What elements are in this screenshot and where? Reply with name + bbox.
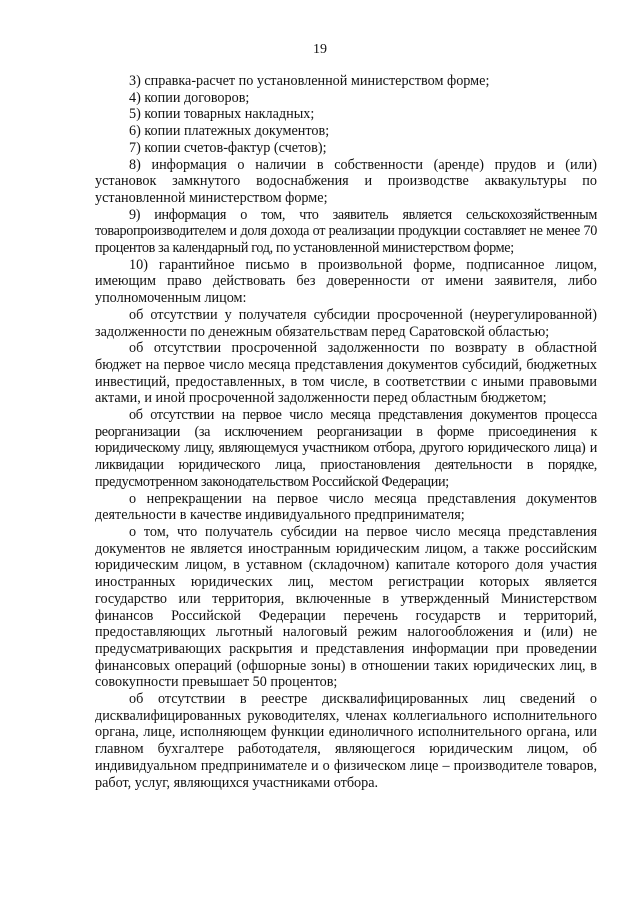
list-item-6: 6) копии платежных документов; [129,123,330,140]
list-item-3: 3) справка-расчет по установленной министерством форме; [129,73,490,89]
guarantee-not-foreign-entity-paragraph: о том, что получатель субсидии на первое число месяца представления документов не является иностранным юридическим лицом, а также российским юридическим лицом, в уставном (складочном) капитале которого доля участия иностранных юридических лиц, местом регистрации которых является государство или территория, включенные в утвержденный Министерством финансов Российской Федерации перечень государств и территорий, предоставляющих льготный налоговый режим налогообложения и (или) не предусматривающих раскрытия и представления информации при проведении финансовых операций (офшорные зоны) в отношении таких юридических лиц, в совокупности превышает 50 процентов; [95,523,597,691]
list-item-5: 5) копии товарных накладных; [129,106,315,123]
list-item-4: 4) копии договоров; [129,89,250,106]
guarantee-no-disqualified-persons-paragraph: об отсутствии в реестре дисквалифицированных лиц сведений о дисквалифицированных руководителях, членах коллегиального исполнительного органа, лице, исполняющем функции единоличного исполнительного органа, или главном бухгалтере работодателя, являющегося юридическим лицом, об индивидуальном предпринимателе и о физическом лице – производителе товаров, работ, услуг, являющихся участниками отбора. [95,691,597,791]
list-item-7: 7) копии счетов-фактур (счетов); [129,139,327,156]
guarantee-no-debt-paragraph: об отсутствии у получателя субсидии просроченной (неурегулированной) задолженности по денежным обязательствам перед Саратовской областью; [95,306,597,340]
guarantee-entrepreneur-activity-paragraph: о непрекращении на первое число месяца представления документов деятельности в качестве индивидуального предпринимателя; [95,490,597,524]
guarantee-no-reorganization-paragraph: об отсутствии на первое число месяца представления документов процесса реорганизации (за исключением реорганизации в форме присоединения к юридическому лицу, являющемуся участником отбора, другого юридического лица) и ликвидации юридического лица, приостановления деятельности в порядке, предусмотренном законодательством Российской Федерации; [95,407,597,490]
list-item-9: 9) информация о том, что заявитель является сельскохозяйственным товаропроизводителем и доля дохода от реализации продукции составляет не менее 70 процентов за календарный год, по установленной министерством форме; [95,206,597,257]
list-item-8: 8) информация о наличии в собственности (аренде) прудов и (или) установок замкнутого водоснабжения и производстве аквакультуры по установленной министерством форме; [95,156,597,206]
document-body [95,73,597,791]
page-number: 19 [313,42,327,57]
guarantee-no-overdue-budget-paragraph: об отсутствии просроченной задолженности по возврату в областной бюджет на первое число месяца представления документов субсидий, бюджетных инвестиций, предоставленных, в том числе, в соответствии с иными правовыми актами, и иной просроченной задолженности перед областным бюджетом; [95,340,597,407]
list-item-10: 10) гарантийное письмо в произвольной форме, подписанное лицом, имеющим право действовать без доверенности от имени заявителя, либо уполномоченным лицом: [95,256,597,307]
